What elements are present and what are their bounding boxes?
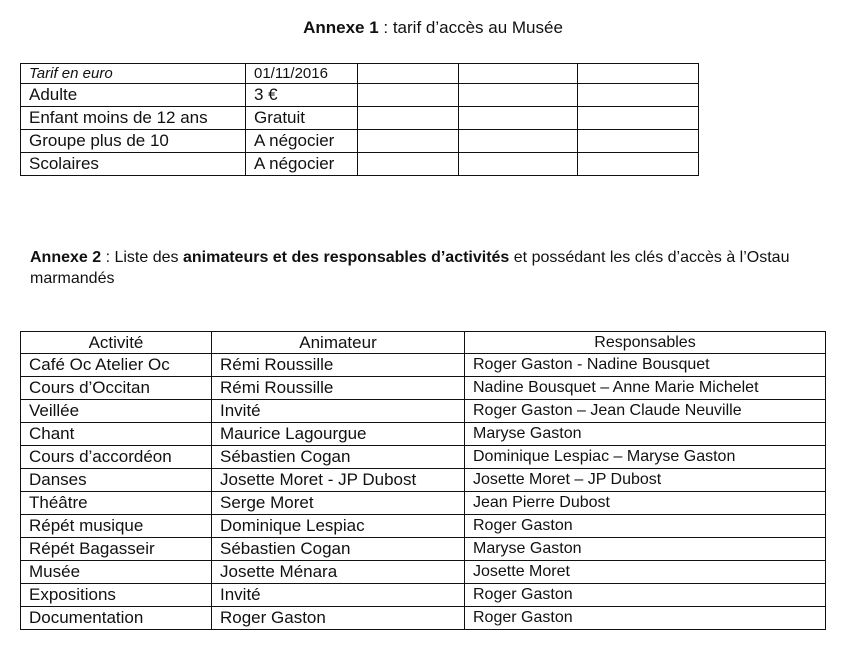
tarif-empty-cell (358, 84, 459, 107)
tarif-row (21, 107, 699, 130)
tarif-empty-cell (459, 84, 578, 107)
annexe1-title (0, 18, 866, 38)
header-animateur: Animateur (212, 332, 465, 354)
tarif-category: Enfant moins de 12 ans (21, 107, 246, 130)
animateur-cell: Roger Gaston (212, 607, 465, 630)
responsables-cell: Dominique Lespiac – Maryse Gaston (465, 446, 826, 469)
animateur-cell: Serge Moret (212, 492, 465, 515)
tarif-row (21, 84, 699, 107)
activite-cell: Répét musique (21, 515, 212, 538)
table-row (21, 400, 826, 423)
animateur-cell: Sébastien Cogan (212, 538, 465, 561)
header-activite: Activité (21, 332, 212, 354)
animateur-cell: Sébastien Cogan (212, 446, 465, 469)
annexe2-paragraph (30, 247, 840, 289)
responsables-cell: Nadine Bousquet – Anne Marie Michelet (465, 377, 826, 400)
table-row (21, 515, 826, 538)
tarif-empty-cell (459, 153, 578, 176)
responsables-cell: Josette Moret – JP Dubost (465, 469, 826, 492)
activite-cell: Théâtre (21, 492, 212, 515)
table-row (21, 538, 826, 561)
activite-cell: Danses (21, 469, 212, 492)
header-responsables: Responsables (465, 332, 826, 354)
table-row (21, 423, 826, 446)
activite-cell: Musée (21, 561, 212, 584)
tarif-header-row (21, 64, 699, 84)
tarif-empty-cell (358, 107, 459, 130)
responsables-cell: Josette Moret (465, 561, 826, 584)
responsables-cell: Maryse Gaston (465, 538, 826, 561)
responsables-cell: Jean Pierre Dubost (465, 492, 826, 515)
responsables-cell: Roger Gaston (465, 607, 826, 630)
tarif-header-empty-2 (459, 64, 578, 84)
tarif-empty-cell (459, 130, 578, 153)
table-row (21, 469, 826, 492)
tarif-empty-cell (578, 153, 699, 176)
tarif-header-label: Tarif en euro (21, 64, 246, 84)
responsables-cell: Roger Gaston - Nadine Bousquet (465, 354, 826, 377)
tarif-empty-cell (578, 130, 699, 153)
animateur-cell: Josette Ménara (212, 561, 465, 584)
annexe2-label: Annexe 2 (30, 249, 102, 266)
tarif-empty-cell (578, 107, 699, 130)
animateur-cell: Maurice Lagourgue (212, 423, 465, 446)
annexe2-text-1: : Liste des (101, 249, 183, 266)
tarif-price: A négocier (246, 153, 358, 176)
tarif-empty-cell (459, 107, 578, 130)
tarif-price: Gratuit (246, 107, 358, 130)
tarif-header-empty-3 (578, 64, 699, 84)
activite-cell: Documentation (21, 607, 212, 630)
responsables-cell: Roger Gaston (465, 584, 826, 607)
tarif-category: Groupe plus de 10 (21, 130, 246, 153)
table-row (21, 492, 826, 515)
tarif-empty-cell (358, 130, 459, 153)
activite-cell: Cours d’Occitan (21, 377, 212, 400)
tarif-row (21, 153, 699, 176)
animateur-cell: Josette Moret - JP Dubost (212, 469, 465, 492)
activite-cell: Café Oc Atelier Oc (21, 354, 212, 377)
tarif-table (20, 63, 699, 176)
animateur-cell: Rémi Roussille (212, 377, 465, 400)
tarif-header-date: 01/11/2016 (246, 64, 358, 84)
table-row (21, 561, 826, 584)
responsables-cell: Maryse Gaston (465, 423, 826, 446)
animateur-cell: Invité (212, 584, 465, 607)
activities-table (20, 331, 826, 630)
responsables-cell: Roger Gaston – Jean Claude Neuville (465, 400, 826, 423)
tarif-empty-cell (358, 153, 459, 176)
activite-cell: Chant (21, 423, 212, 446)
responsables-cell: Roger Gaston (465, 515, 826, 538)
activite-cell: Veillée (21, 400, 212, 423)
annexe1-text: : tarif d’accès au Musée (378, 18, 563, 37)
activite-cell: Répét Bagasseir (21, 538, 212, 561)
tarif-price: A négocier (246, 130, 358, 153)
tarif-price: 3 € (246, 84, 358, 107)
annexe2-text-2: et possédant les clés d’accès à l’Ostau marmandés (30, 249, 790, 287)
animateur-cell: Invité (212, 400, 465, 423)
table-row (21, 607, 826, 630)
tarif-category: Adulte (21, 84, 246, 107)
animateur-cell: Dominique Lespiac (212, 515, 465, 538)
activities-header-row (21, 332, 826, 354)
annexe1-label: Annexe 1 (303, 18, 379, 37)
activite-cell: Cours d’accordéon (21, 446, 212, 469)
activite-cell: Expositions (21, 584, 212, 607)
table-row (21, 354, 826, 377)
table-row (21, 377, 826, 400)
tarif-category: Scolaires (21, 153, 246, 176)
table-row (21, 584, 826, 607)
annexe2-bold: animateurs et des responsables d’activités (182, 249, 510, 266)
table-row (21, 446, 826, 469)
tarif-empty-cell (578, 84, 699, 107)
tarif-header-empty-1 (358, 64, 459, 84)
tarif-row (21, 130, 699, 153)
animateur-cell: Rémi Roussille (212, 354, 465, 377)
